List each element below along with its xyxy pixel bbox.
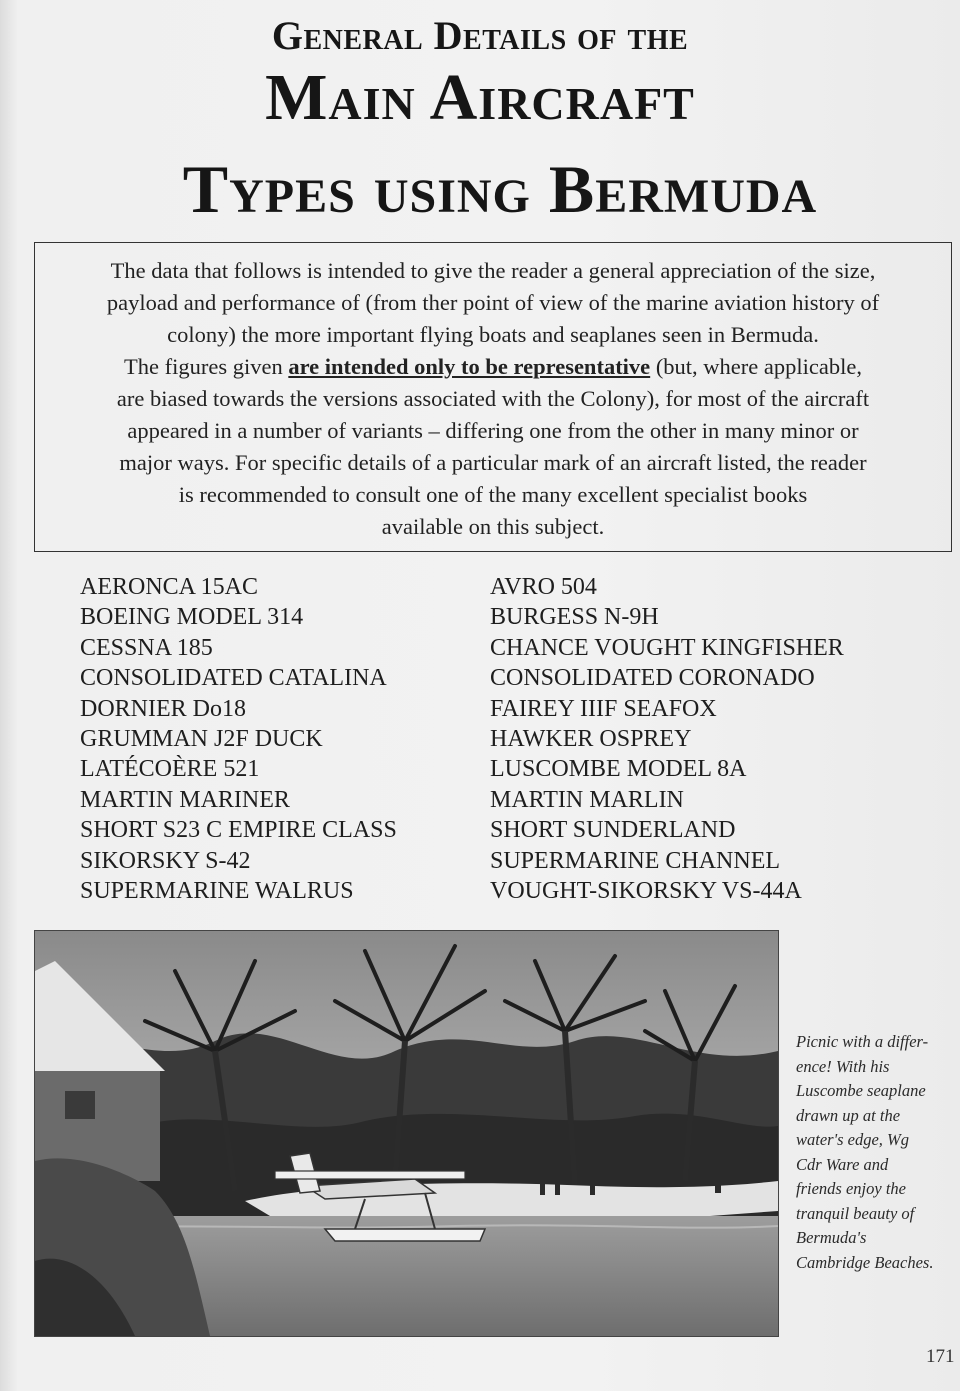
page-number: 171	[926, 1346, 955, 1367]
heading-line-2: Main Aircraft	[265, 61, 695, 134]
caption-line: ence! With his	[796, 1056, 890, 1076]
intro-text: (but, where applicable,	[650, 354, 862, 379]
intro-line: payload and performance of (from ther point of view of the marine aviation history of	[106, 290, 880, 315]
aircraft-item: CESSNA 185	[80, 634, 213, 661]
intro-line: appeared in a number of variants – differing one from the other in many minor or	[127, 418, 859, 443]
intro-line: colony) the more important flying boats and seaplanes seen in Bermuda.	[167, 322, 819, 347]
aircraft-item: SHORT SUNDERLAND	[490, 817, 736, 844]
aircraft-item: AERONCA 15AC	[80, 574, 259, 600]
caption-line: friends enjoy the	[796, 1179, 906, 1198]
aircraft-item: GRUMMAN J2F DUCK	[80, 726, 323, 753]
aircraft-item: SHORT S23 C EMPIRE CLASS	[80, 817, 397, 844]
aircraft-item: VOUGHT-SIKORSKY VS-44A	[490, 878, 802, 905]
intro-line	[49, 351, 937, 383]
caption-line: water's edge, Wg	[796, 1130, 910, 1149]
intro-line: available on this subject.	[381, 514, 605, 539]
aircraft-item: BURGESS N-9H	[490, 604, 659, 631]
intro-emphasis: are intended only to be representative	[288, 354, 651, 379]
aircraft-item: DORNIER Do18	[80, 695, 246, 722]
aircraft-item: CHANCE VOUGHT KINGFISHER	[490, 634, 844, 661]
aircraft-item: MARTIN MARLIN	[490, 786, 684, 813]
aircraft-item: MARTIN MARINER	[80, 786, 290, 813]
aircraft-item: FAIREY IIIF SEAFOX	[490, 695, 717, 722]
intro-line: major ways. For specific details of a particular mark of an aircraft listed, the reader	[119, 450, 867, 475]
caption-line: Picnic with a differ-	[796, 1032, 929, 1051]
intro-box	[34, 242, 952, 552]
aircraft-item: SUPERMARINE WALRUS	[80, 878, 354, 905]
intro-line: The data that follows is intended to give the reader a general appreciation of the size,	[110, 258, 876, 283]
heading-line-3: Types using Bermuda	[182, 151, 818, 227]
aircraft-item: LATÉCOÈRE 521	[80, 756, 260, 783]
caption-line: drawn up at the	[796, 1105, 901, 1125]
intro-text: The figures given	[124, 354, 289, 379]
aircraft-list-right	[490, 572, 844, 906]
intro-line: are biased towards the versions associated with the Colony), for most of the aircraft	[116, 386, 870, 411]
caption-line: Cambridge Beaches.	[796, 1252, 934, 1272]
caption-line: tranquil beauty of	[796, 1203, 915, 1223]
seaplane-photo	[34, 930, 779, 1337]
aircraft-item: SUPERMARINE CHANNEL	[490, 847, 781, 874]
aircraft-item: HAWKER OSPREY	[490, 726, 692, 753]
aircraft-item: SIKORSKY S-42	[80, 847, 251, 874]
intro-line: is recommended to consult one of the many excellent specialist books	[178, 482, 808, 507]
caption-line: Bermuda's	[796, 1228, 867, 1247]
aircraft-item: AVRO 504	[490, 574, 597, 600]
caption-line: Luscombe seaplane	[796, 1081, 926, 1100]
photo-caption	[796, 1030, 958, 1275]
aircraft-item: BOEING MODEL 314	[80, 604, 304, 631]
caption-line: Cdr Ware and	[796, 1154, 889, 1174]
aircraft-list-left	[80, 572, 397, 906]
aircraft-item: CONSOLIDATED CATALINA	[80, 665, 387, 692]
aircraft-item: LUSCOMBE MODEL 8A	[490, 756, 747, 783]
heading-line-1: General Details of the	[271, 13, 689, 58]
aircraft-item: CONSOLIDATED CORONADO	[490, 665, 815, 692]
